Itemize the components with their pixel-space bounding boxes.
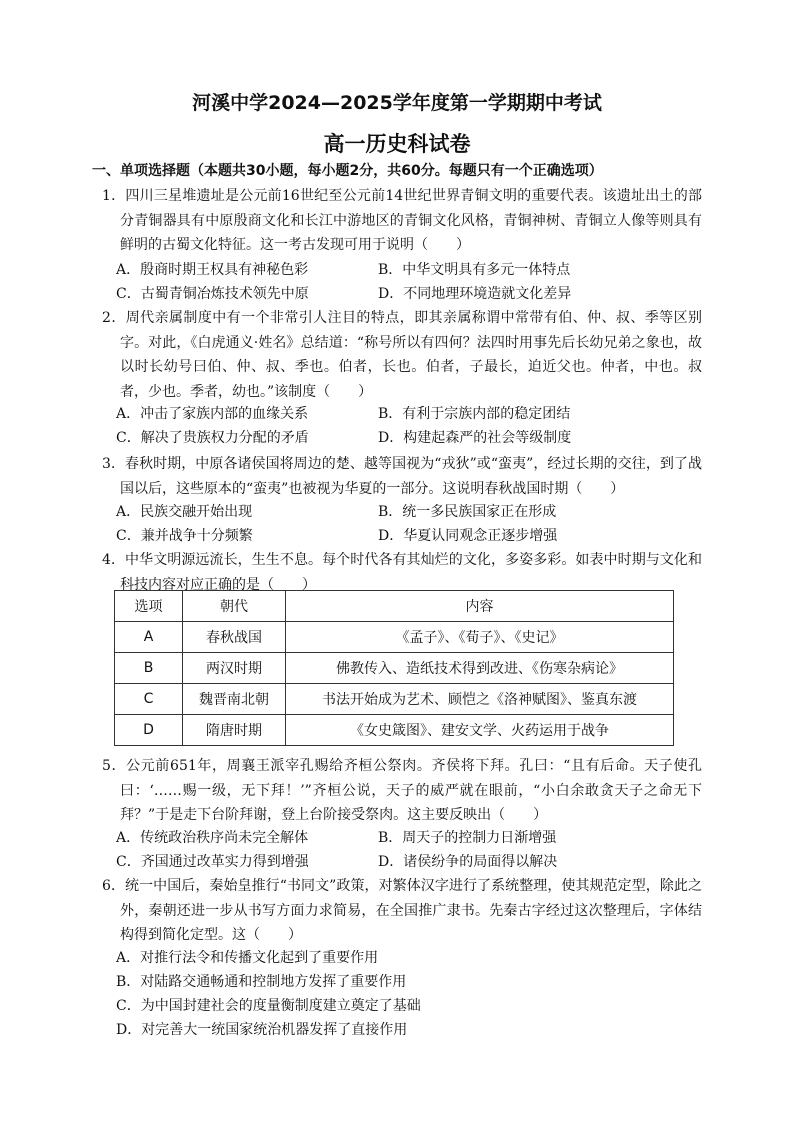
question-stem: 6．统一中国后，秦始皇推行“书同文”政策，对繁体汉字进行了系统整理，使其规范定型，除此之外，秦朝还进一步从书写方面力求简易，在全国推广隶书。先秦古字经过这次整理后，字体结构得到简化定型。这（ ）: [102, 878, 702, 943]
option-b[interactable]: B．有利于宗族内部的稳定团结: [378, 406, 571, 422]
table-cell: 书法开始成为艺术、顾恺之《洛神赋图》、鉴真东渡: [286, 684, 674, 715]
question-2-options: [116, 402, 706, 450]
table-header: 选项: [115, 591, 183, 622]
table-header: 内容: [286, 591, 674, 622]
table-cell: 魏晋南北朝: [183, 684, 286, 715]
question-1-options: [116, 258, 706, 306]
option-c[interactable]: C．古蜀青铜冶炼技术领先中原: [116, 286, 309, 302]
option-a[interactable]: A．传统政治秩序尚未完全解体: [116, 830, 309, 846]
table-cell: 佛教传入、造纸技术得到改进、《伤寒杂病论》: [286, 653, 674, 684]
table-row: [115, 715, 674, 746]
question-5-options: [116, 826, 706, 874]
option-c[interactable]: C．齐国通过改革实力得到增强: [116, 854, 309, 870]
table-cell: 隋唐时期: [183, 715, 286, 746]
table-cell: 两汉时期: [183, 653, 286, 684]
table-header: 朝代: [183, 591, 286, 622]
option-a[interactable]: A．对推行法令和传播文化起到了重要作用: [116, 950, 379, 966]
question-stem: 2．周代亲属制度中有一个非常引人注目的特点，即其亲属称谓中常带有伯、仲、叔、季等区别字。对此，《白虎通义·姓名》总结道：“称号所以有四何？法四时用事先后长幼兄弟之象也，故以时长幼号曰伯、仲、叔、季也。伯者，长也。伯者，子最长，迫近父也。仲者，中也。叔者，少也。季者，幼也。”该制度（ ）: [102, 310, 702, 400]
option-d[interactable]: D．构建起森严的社会等级制度: [378, 430, 572, 446]
question-2: [102, 306, 702, 404]
question-5: [102, 754, 702, 828]
option-a[interactable]: A．冲击了家族内部的血缘关系: [116, 406, 309, 422]
table-header-row: [115, 591, 674, 622]
table-cell: 《女史箴图》、建安文学、火药运用于战争: [286, 715, 674, 746]
question-stem: 1．四川三星堆遗址是公元前16世纪至公元前14世纪世界青铜文明的重要代表。该遗址出土的部分青铜器具有中原殷商文化和长江中游地区的青铜文化风格，青铜神树、青铜立人像等则具有鲜明的古蜀文化特征。这一考古发现可用于说明（ ）: [102, 188, 702, 253]
table-cell: C: [115, 684, 183, 715]
option-b[interactable]: B．中华文明具有多元一体特点: [378, 262, 571, 278]
table-cell: B: [115, 653, 183, 684]
option-a[interactable]: A．民族交融开始出现: [116, 504, 253, 520]
option-c[interactable]: C．兼并战争十分频繁: [116, 528, 253, 544]
table-cell: D: [115, 715, 183, 746]
option-a[interactable]: A．殷商时期王权具有神秘色彩: [116, 262, 309, 278]
question-4-table: [114, 590, 674, 746]
question-stem: 5．公元前651年，周襄王派宰孔赐给齐桓公祭肉。齐侯将下拜。孔曰：“且有后命。天子使孔曰：‘……赐一级，无下拜！’”齐桓公说，天子的威严就在眼前，“小白余敢贪天子之命无下拜？”于是走下台阶拜谢，登上台阶接受祭肉。这主要反映出（ ）: [102, 758, 702, 823]
option-c[interactable]: C．解决了贵族权力分配的矛盾: [116, 430, 309, 446]
exam-title: 河溪中学2024—2025学年度第一学期期中考试: [192, 92, 602, 114]
table-cell: A: [115, 622, 183, 653]
table-row: [115, 684, 674, 715]
option-d[interactable]: D．诸侯纷争的局面得以解决: [378, 854, 558, 870]
question-stem: 3．春秋时期，中原各诸侯国将周边的楚、越等国视为“戎狄”或“蛮夷”，经过长期的交往，到了战国以后，这些原本的“蛮夷”也被视为华夏的一部分。这说明春秋战国时期（ ）: [102, 456, 702, 497]
question-6-options: [116, 946, 706, 1042]
question-1: [102, 184, 702, 258]
option-d[interactable]: D．华夏认同观念正逐步增强: [378, 528, 558, 544]
exam-subtitle: 高一历史科试卷: [323, 132, 471, 156]
question-stem: 4．中华文明源远流长，生生不息。每个时代各有其灿烂的文化，多姿多彩。如表中时期与文化和科技内容对应正确的是（ ）: [102, 552, 702, 593]
table-cell: 《孟子》、《荀子》、《史记》: [286, 622, 674, 653]
option-c[interactable]: C．为中国封建社会的度量衡制度建立奠定了基础: [116, 998, 421, 1014]
option-b[interactable]: B．周天子的控制力日渐增强: [378, 830, 557, 846]
question-3: [102, 452, 702, 501]
option-d[interactable]: D．不同地理环境造就文化差异: [378, 286, 572, 302]
option-b[interactable]: B．对陆路交通畅通和控制地方发挥了重要作用: [116, 974, 407, 990]
section-heading: 一、单项选择题（本题共30小题，每小题2分，共60分。每题只有一个正确选项）: [92, 163, 603, 179]
table-cell: 春秋战国: [183, 622, 286, 653]
option-b[interactable]: B．统一多民族国家正在形成: [378, 504, 557, 520]
question-6: [102, 874, 702, 948]
question-3-options: [116, 500, 706, 548]
table-row: [115, 622, 674, 653]
option-d[interactable]: D．对完善大一统国家统治机器发挥了直接作用: [116, 1022, 408, 1038]
table-row: [115, 653, 674, 684]
